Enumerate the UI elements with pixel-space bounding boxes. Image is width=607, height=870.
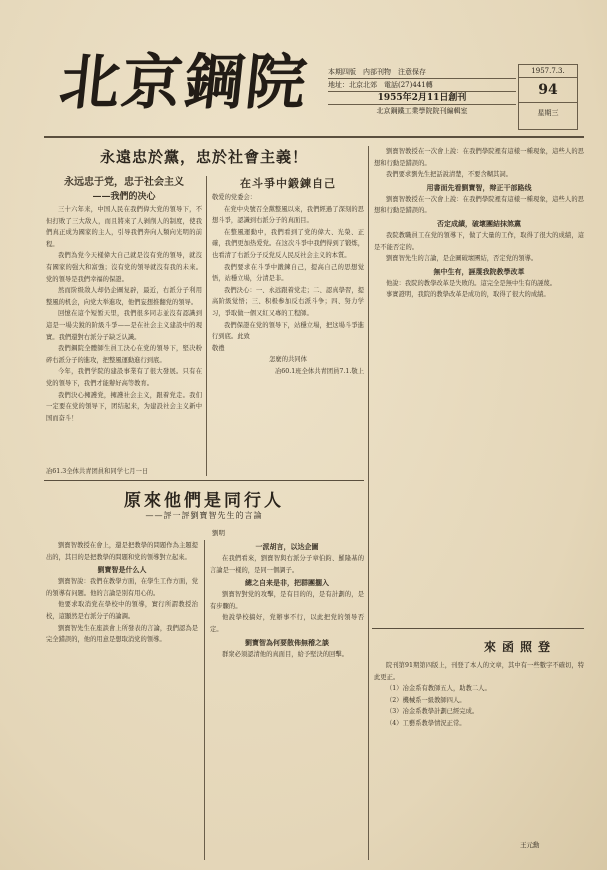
paragraph: 劉寶智先生的言論，是企圖破壞團結，否定党的領導。	[386, 255, 538, 263]
paragraph: 我們為党今天樣偉大自己就是沒有党的領导，就沒有國家的强大和富強；沒有党的領导就沒有我的未來。党的領导是我們幸福的保證。	[46, 252, 202, 283]
paragraph: 今年，我們学院的建設事業有了很大發展。只有在党的領导下，我們才能辦好高等教育。	[46, 368, 202, 387]
paragraph: 我們鋼院全體師生員工決心在党的領导下，堅决粉碎右派分子的進攻，把整風運動進行到底。	[46, 345, 202, 364]
article-critique-author: 劉明	[212, 529, 225, 537]
masthead-title: 北京鋼院	[56, 48, 312, 118]
info-line-3: 1955年2月11日創刊	[328, 92, 516, 105]
info-line-1: 本期四版 内部刊物 注意保存	[328, 66, 516, 79]
section-head: 無中生有，誣蔑我院教學改革	[433, 266, 525, 276]
article-rebuttal	[374, 146, 584, 624]
article-pledge	[46, 176, 202, 466]
masthead-info	[328, 66, 516, 128]
column-divider	[206, 176, 207, 476]
article-pledge-title: 永远忠于党，忠于社会主义	[64, 177, 184, 188]
article-letter-to-editor-title: 來函照登	[483, 640, 556, 654]
paragraph: 他要求取消党在學校中的領導，實行所謂教授治校，這顯然是右派分子的論調。	[46, 601, 198, 620]
issue-number: 94	[519, 78, 577, 103]
paragraph: 劉寶智教授在會上，還是把教學的問題作為主題提出的，其目的是把教學的問題和党的領導對立起來。	[46, 542, 198, 561]
paragraph: 我院教職員工在党的領導下，做了大量的工作，取得了很大的成績，這是不能否定的。	[374, 231, 584, 251]
paragraph: （2）機械系一級教師四人。	[386, 696, 466, 704]
paragraph: 群衆必須認清他的真面目，給予堅決的回擊。	[222, 650, 348, 658]
headline-banner: 永遠忠於黨，忠於社會主義！	[99, 148, 308, 166]
section-head: 否定成績，破壞團結抹煞黨	[437, 218, 521, 228]
letter-greeting: 敬爱的党委会：	[212, 194, 257, 201]
paragraph: 我們保證在党的領导下，站穩立場，把这場斗爭進行到底。此致	[212, 321, 364, 341]
section-head: 用書面先看劉寶智，辩正干部路线	[426, 182, 532, 192]
paragraph: 劉寶智教授在一次會上說：在我們學院裡有這樣一種現象，這些人的思想和行動是錯誤的。	[374, 148, 584, 167]
info-line-4: 北京鋼鐵工業學院院刊編輯室	[376, 107, 468, 115]
article-critique-col1	[46, 540, 198, 860]
info-line-2: 地址：北京北郊 電話(27)441轉	[328, 79, 516, 92]
paragraph: 劉寶智說：我們在教學方面，在學生工作方面，党的領導有问题。他的言論是別有用心的。	[46, 578, 198, 597]
issue-date: 1957.7.3.	[519, 65, 577, 78]
letter-sign: 怎麼的共同体	[269, 356, 307, 364]
article-letter-to-editor	[374, 660, 584, 836]
paragraph: 他說：我院的教學改革是失敗的。這完全是無中生有的誣蔑。	[386, 279, 557, 287]
letter-salute: 敬禮	[212, 344, 225, 352]
paragraph: （3）冶金系教學計劃已經完成。	[386, 708, 479, 716]
paragraph: 三十六年来，中国人民在我們偉大党的領导下，不但打敗了三大敌人，而且將來了人剝削人的制度，使我們真正成为國家的主人，引导我們奔向人類向光明的前程。	[46, 206, 202, 248]
paragraph: 事實證明，我院的教學改革是成功的，取得了很大的成績。	[386, 291, 550, 299]
issue-weekday: 星期三	[537, 109, 559, 117]
article-letter-title: 在斗爭中鍛鍊自己	[240, 177, 336, 190]
issue-box	[518, 64, 578, 130]
column-divider	[204, 540, 205, 860]
section-head: 劉寶智為何要散佈無稽之談	[245, 637, 329, 647]
section-head: 一派胡言，以达企圖	[255, 542, 319, 551]
paragraph: 在整風運動中，我們看到了党的偉大、光榮、正確，我們更加热爱党。在这次斗爭中我們得到了锻炼，也看清了右派分子反党反人民反社会主义的本質。	[212, 228, 364, 259]
paragraph: 院刊第91期第四版上，刊登了本人的文章，其中有一些數字不確切，特此更正。	[374, 662, 584, 681]
paragraph: 劉寶智教授在一次會上說：在我們學院裡有這樣一種現象，這些人的思想和行動是錯誤的。	[374, 195, 584, 215]
paragraph: 然而阶级敌人却仍企圖复辟，最近，右派分子利用整風的机会，向党大举進攻，他們妄想推翻党的領导。	[46, 287, 202, 306]
paragraph: 我們決心擁護党，擁護社会主义，跟着党走。我们一定要在党的領导下，团结起来，为建設社会主义新中国而奋斗！	[46, 391, 202, 422]
section-head: 劉寶智是什么人	[97, 565, 147, 575]
column-divider	[368, 146, 369, 860]
letter-signers: 冶60.1班全体共青团員7.1.敬上	[274, 367, 364, 375]
section-head: 總之自来是非，把群團擱入	[245, 578, 329, 588]
article-pledge-signers: 冶61.3全体共青团員和同学七月一日	[46, 468, 149, 475]
paragraph: 我們要求在斗爭中鍛鍊自己，提高自己的思想觉悟，站穩立場，分清是非。	[212, 263, 364, 283]
article-pledge-subtitle: ——我們的决心	[92, 192, 156, 202]
paragraph: （4）工藝系教學情況正常。	[386, 719, 466, 727]
article-critique-title: 原來他們是同行人	[124, 491, 284, 511]
paragraph: 在党中央號召全黨整風以來，我們經過了深刻的思想斗爭，認識到右派分子的真面目。	[212, 205, 364, 225]
paragraph: 他說學校搞好，党辦事不行，以此把党的領导否定。	[210, 614, 364, 633]
paragraph: 在我們看來，劉寶智與右派分子章伯鈞、羅隆基的言論是一樣的，是同一個調子。	[210, 555, 364, 574]
paragraph: （1）冶金系有教師五人，助教二人。	[386, 685, 491, 693]
paragraph: 我們要求劉先生把話說清楚，不要含糊其詞。	[386, 171, 512, 179]
masthead-rule	[44, 136, 584, 138]
paragraph: 劉寶智對党的攻擊，是有目的的，是有計劃的，是有步驟的。	[210, 591, 364, 610]
article-critique-col2	[210, 540, 364, 860]
paragraph: 劉寶智先生在座談會上所發表的言論，我們認為是完全錯誤的，他的用意是想取消党的領導。	[46, 624, 198, 644]
paragraph: 我們決心：一、永远跟着党走；二、認真學習，提高阶級觉悟；三、积极参加反右派斗争；四、努力学习，爭取做一個又紅又專的工程師。	[212, 286, 364, 317]
section-rule	[44, 480, 364, 481]
section-rule	[372, 628, 584, 629]
article-critique-subtitle: ——評一評劉寶智先生的言論	[145, 511, 263, 520]
paragraph: 回憶在這个短暂天里，我們很多同志並沒有認識到這是一場尖銳的阶級斗爭——是在社会主义建設中的現實。我們還對右派分子缺乏认識。	[46, 310, 202, 341]
article-letter	[212, 176, 364, 476]
article-letter-author: 王元勳	[520, 841, 540, 849]
